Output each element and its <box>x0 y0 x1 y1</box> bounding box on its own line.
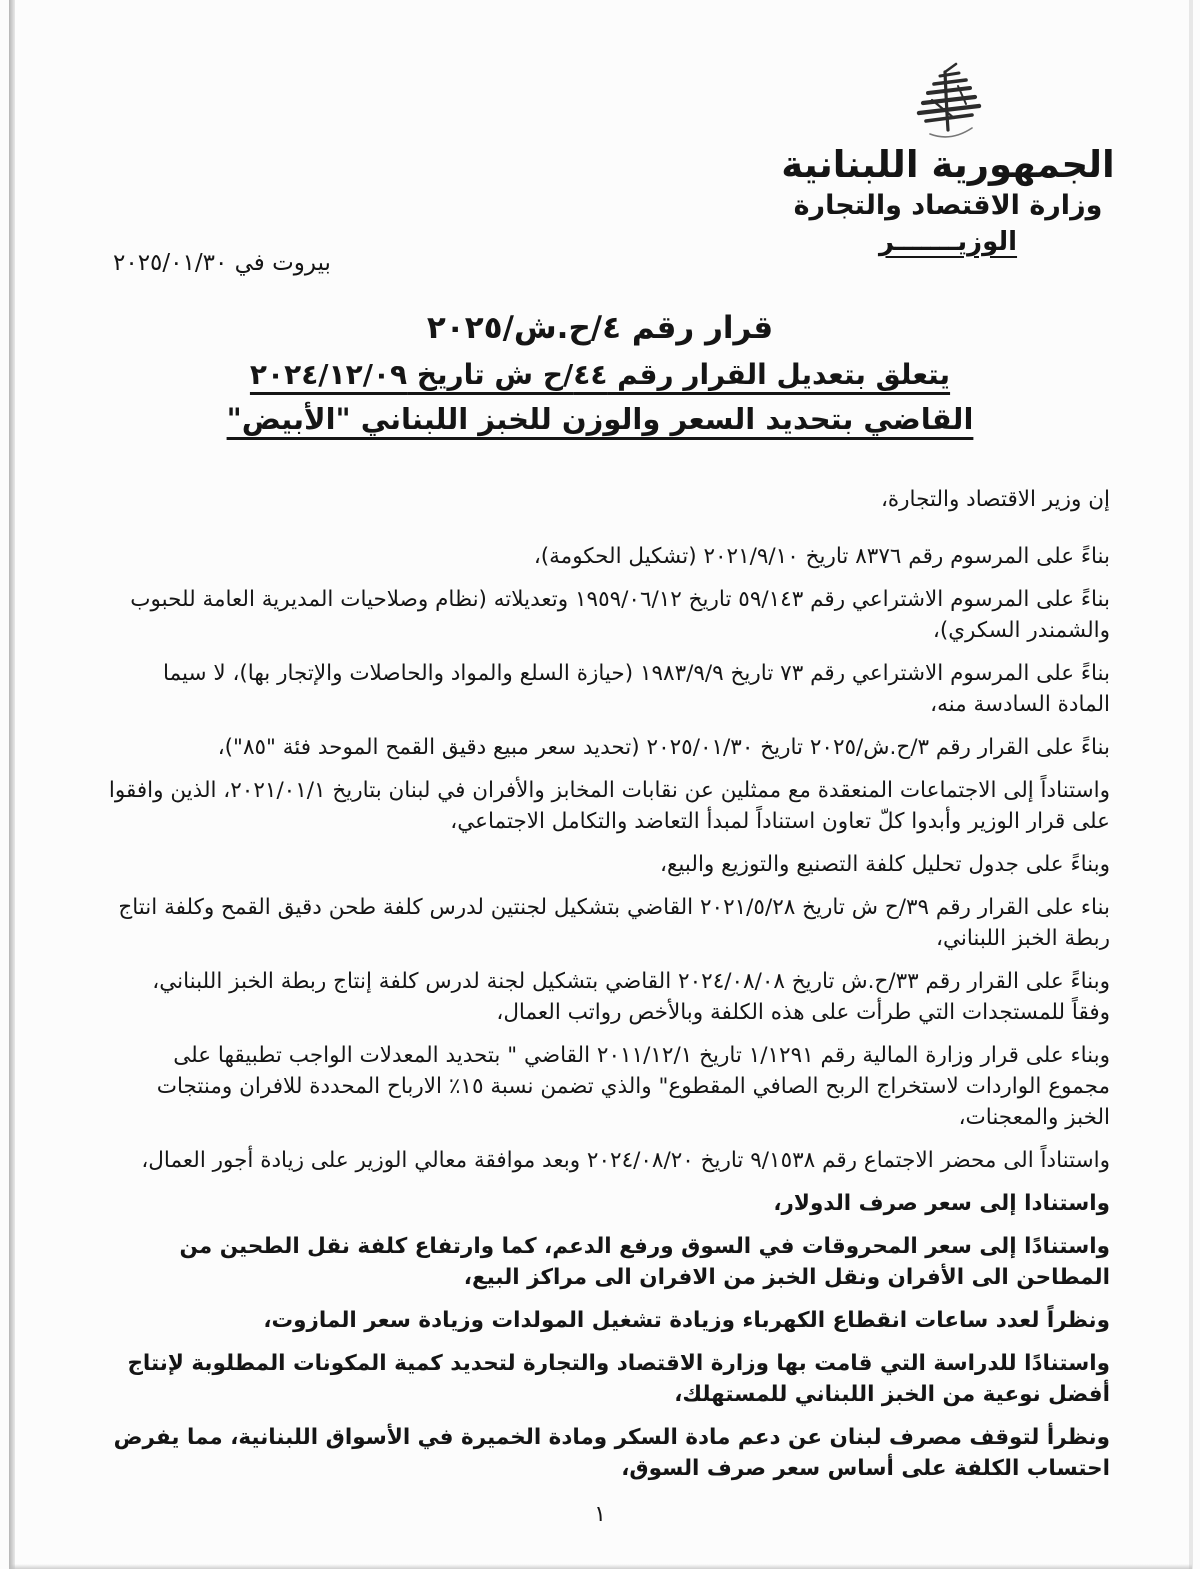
scan-edge-left <box>9 0 15 1569</box>
recital-paragraph: ونظرأ لتوقف مصرف لبنان عن دعم مادة السكر ومادة الخميرة في الأسواق اللبنانية، مما يفرض احتساب الكلفة على أساس سعر صرف السوق، <box>113 1425 1110 1481</box>
decree-body <box>108 484 1110 1496</box>
republic-title: الجمهورية اللبنانية <box>781 143 1115 186</box>
recital-paragraph: واستناداً إلى الاجتماعات المنعقدة مع ممثلين عن نقابات المخابز والأفران في لبنان بتاريخ ٢٠٢١/٠١/١، الذين وافقوا على قرار الوزير وأبدوا كلّ تعاون استناداً لمبدأ التعاضد والتكامل الاجتماعي، <box>108 778 1110 834</box>
recital-paragraph: بناءً على المرسوم رقم ٨٣٧٦ تاريخ ٢٠٢١/٩/١٠ (تشكيل الحكومة)، <box>533 544 1110 569</box>
recital-paragraph: بناءً على المرسوم الاشتراعي رقم ٥٩/١٤٣ تاريخ ١٩٥٩/٠٦/١٢ وتعديلاته (نظام وصلاحيات المديرية العامة للحبوب والشمندر السكري)، <box>130 587 1110 643</box>
recital-paragraph: وبناءً على القرار رقم ٣٣/ح.ش تاريخ ٢٠٢٤/٠٨/٠٨ القاضي بتشكيل لجنة لدرس كلفة إنتاج ربطة الخبز اللبناني، وفقاً للمستجدات التي طرأت على هذه الكلفة وبالأخص رواتب العمال، <box>152 969 1110 1025</box>
recital-paragraph: وبناءً على جدول تحليل كلفة التصنيع والتوزيع والبيع، <box>660 852 1110 877</box>
lebanese-cedar-icon <box>748 58 1148 142</box>
recital-paragraph: ونظراً لعدد ساعات انقطاع الكهرباء وزيادة تشغيل المولدات وزيادة سعر المازوت، <box>263 1308 1110 1333</box>
recital-paragraph: وبناء على قرار وزارة المالية رقم ١/١٢٩١ تاريخ ٢٠١١/١٢/١ القاضي " بتحديد المعدلات الواجب تطبيقها على مجموع الواردات لاستخراج الربح الصافي المقطوع" والذي تضمن نسبة ١٥٪ الارباح المحددة للافران ومنتجات الخبز والمعجنات، <box>156 1043 1110 1130</box>
scan-edge-right <box>1189 0 1193 1569</box>
minister-title: الوزيـــــــر <box>878 226 1018 257</box>
recital-paragraph: بناءً على القرار رقم ٣/ح.ش/٢٠٢٥ تاريخ ٢٠٢٥/٠١/٣٠ (تحديد سعر مبيع دقيق القمح الموحد فئة "٨٥")، <box>217 735 1110 760</box>
decision-number: قرار رقم ٤/ح.ش/٢٠٢٥ <box>426 310 774 346</box>
decision-description: القاضي بتحديد السعر والوزن للخبز اللبناني "الأبيض" <box>226 402 974 436</box>
recital-paragraph: واستنادًا إلى سعر المحروقات في السوق ورفع الدعم، كما وارتفاع كلفة نقل الطحين من المطاحن الى الأفران ونقل الخبز من الافران الى مراكز البيع، <box>179 1234 1110 1290</box>
scan-edge-bottom <box>10 1564 1192 1569</box>
decision-title-block <box>100 310 1100 436</box>
recital-paragraph: بناء على القرار رقم ٣٩/ح ش تاريخ ٢٠٢١/٥/٢٨ القاضي بتشكيل لجنتين لدرس كلفة طحن دقيق القمح وكلفة انتاج ربطة الخبز اللبناني، <box>118 895 1110 951</box>
letterhead <box>748 58 1148 257</box>
recital-paragraph: واستناداً الى محضر الاجتماع رقم ٩/١٥٣٨ تاريخ ٢٠٢٤/٠٨/٢٠ وبعد موافقة معالي الوزير على زيادة أجور العمال، <box>141 1148 1110 1173</box>
page-number: ١ <box>594 1502 606 1527</box>
recital-paragraph: واستنادا إلى سعر صرف الدولار، <box>773 1191 1110 1216</box>
recital-paragraph: واستنادًا للدراسة التي قامت بها وزارة الاقتصاد والتجارة لتحديد كمية المكونات المطلوبة لإنتاج أفضل نوعية من الخبز اللبناني للمستهلك، <box>127 1351 1110 1407</box>
date-line: بيروت في ٢٠٢٥/٠١/٣٠ <box>113 250 331 276</box>
salutation: إن وزير الاقتصاد والتجارة، <box>880 487 1110 512</box>
ministry-title: وزارة الاقتصاد والتجارة <box>793 189 1103 221</box>
decision-subject: يتعلق بتعديل القرار رقم ٤٤/ح ش تاريخ ٢٠٢٤/١٢/٠٩ <box>249 358 951 391</box>
recital-paragraph: بناءً على المرسوم الاشتراعي رقم ٧٣ تاريخ ١٩٨٣/٩/٩ (حيازة السلع والمواد والحاصلات والإتجار بها)، لا سيما المادة السادسة منه، <box>163 661 1110 717</box>
